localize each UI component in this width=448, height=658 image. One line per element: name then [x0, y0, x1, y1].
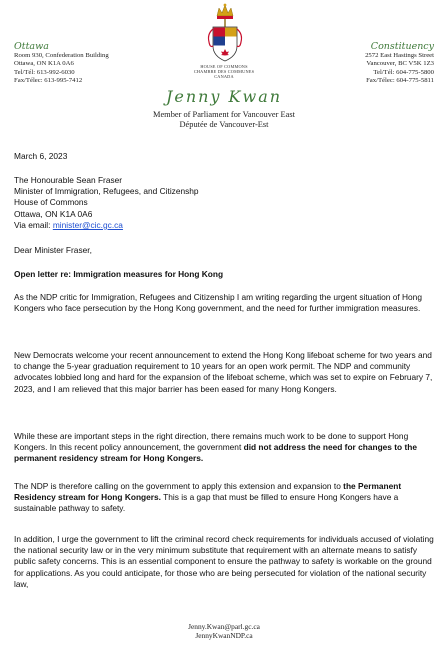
house-line-fr: CHAMBRE DES COMMUNES	[193, 69, 255, 74]
mp-title-fr: Députée de Vancouver-Est	[179, 120, 269, 129]
ottawa-city: Ottawa, ON K1A 0A6	[14, 60, 74, 68]
paragraph-3	[14, 431, 436, 465]
constituency-heading: Constituency	[370, 41, 434, 52]
house-of-commons-crest-icon	[204, 2, 246, 64]
addressee-house: House of Commons	[14, 197, 88, 208]
paragraph-5-text: In addition, I urge the government to lift the criminal record check requirements for individuals accused of violating the national security law or in the very minimum substitute that requirement with an alternate means to satisfy public safety concerns. This is an essential component to ensure the pathway to safety is workable on the ground for applications. As you could anticipate, for those who are being persecuted for violation of the national security law,	[14, 534, 434, 589]
constituency-city: Vancouver, BC V5K 1Z3	[366, 60, 434, 68]
constituency-phone: Tel/Tél: 604-775-5800	[373, 68, 434, 76]
salutation: Dear Minister Fraser,	[14, 245, 92, 255]
letter-date: March 6, 2023	[14, 151, 68, 161]
addressee-name: The Honourable Sean Fraser	[14, 175, 123, 185]
house-line-en: HOUSE OF COMMONS	[200, 64, 248, 69]
addressee-title: Minister of Immigration, Refugees, and Citizenshp	[14, 186, 199, 197]
paragraph-4-emphasis: the Permanent Residency stream for Hong Kongers.	[14, 481, 402, 503]
paragraph-5	[14, 534, 436, 590]
addressee-city: Ottawa, ON K1A 0A6	[14, 208, 93, 219]
paragraph-3-text: While these are important steps in the right direction, there remains much work to be done to support Hong Kongers. In this recent policy announcement, the government	[14, 431, 409, 453]
mp-title-en: Member of Parliament for Vancouver East	[153, 110, 295, 119]
paragraph-4-text-end: This is a gap that must be filled to ensure Hong Kongers have a sustainable pathway to safety.	[14, 492, 399, 514]
paragraph-4	[14, 481, 436, 515]
constituency-fax: Fax/Télec: 604-775-5811	[366, 77, 434, 85]
ottawa-phone: Tel/Tél: 613-992-6030	[14, 68, 75, 76]
paragraph-2	[14, 350, 436, 395]
paragraph-1-text: As the NDP critic for Immigration, Refugees and Citizenship I am writing regarding the urgent situation of Hong Kongers who face persecution by the Hong Kong government, and the need for further immigration measures.	[14, 292, 422, 314]
paragraph-1	[14, 292, 436, 314]
letter-subject: Open letter re: Immigration measures for Hong Kong	[14, 269, 224, 279]
paragraph-3-emphasis: did not address the need for changes to the permanent residency stream for Hong Kongers.	[14, 442, 417, 464]
paragraph-4-text: The NDP is therefore calling on the government to apply this extension and expansion to	[14, 481, 344, 491]
ottawa-heading: Ottawa	[14, 41, 49, 52]
constituency-address: 2572 East Hastings Street	[365, 52, 434, 59]
constituency-office-block	[365, 42, 434, 86]
footer-email: Jenny.Kwan@parl.gc.ca	[188, 622, 260, 631]
email-prefix: Via email:	[14, 219, 53, 230]
paragraph-2-text: New Democrats welcome your recent announcement to extend the Hong Kong lifeboat scheme for two years and to change the 5-year graduation requirement to 10 years for an open work permit. The NDP and community advocates lobbied long and hard for the expansion of the lifeboat scheme, which was set to expire on February 7, 2023, and I am relieved that this major barrier has been eased for many Hong Kongers.	[14, 350, 433, 394]
footer-website: JennyKwanNDP.ca	[195, 631, 253, 641]
house-of-commons-label	[150, 64, 298, 79]
house-line-canada: CANADA	[214, 74, 234, 79]
addressee-email-line	[14, 220, 436, 231]
letter-footer	[130, 622, 318, 640]
mp-name: Jenny Kwan	[165, 87, 283, 106]
addressee-block	[14, 175, 436, 231]
ottawa-office-block	[14, 42, 109, 86]
minister-email-link[interactable]: minister@cic.gc.ca	[52, 219, 123, 230]
ottawa-fax: Fax/Télec: 613-995-7412	[14, 77, 83, 85]
ottawa-address: Room 930, Confederation Building	[14, 52, 109, 59]
